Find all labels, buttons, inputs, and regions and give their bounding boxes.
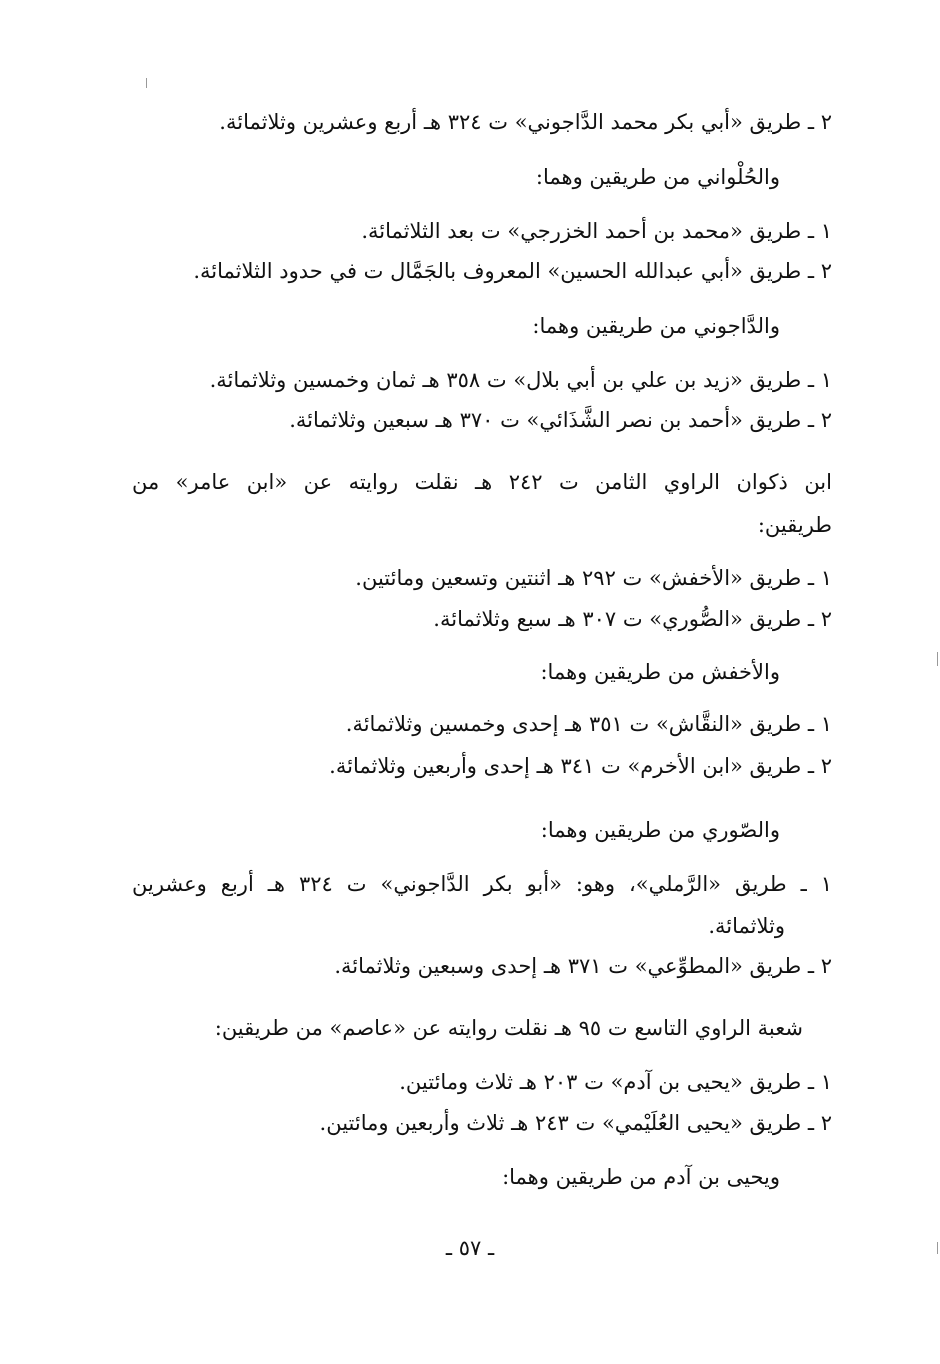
text-line-16: ١ ـ طريق «الرَّملي»، وهو: «أبو بكر الدَّاجوني» ت ٣٢٤ هـ أربع وعشرين xyxy=(132,872,832,896)
text-line-4: ٢ ـ طريق «أبي عبدالله الحسين» المعروف بالجَمَّال ت في حدود الثلاثمائة. xyxy=(193,259,832,283)
heading-hulwani-paths: والحُلْواني من طريقين وهما: xyxy=(535,165,780,189)
text-line-1: ٢ ـ طريق «أبي بكر محمد الدَّاجوني» ت ٣٢٤ هـ أربع وعشرين وثلاثمائة. xyxy=(219,110,832,134)
heading-suri-paths: والصّوري من طريقين وهما: xyxy=(540,818,780,842)
heading-yahya-paths: ويحيى بن آدم من طريقين وهما: xyxy=(502,1165,780,1189)
page-number: ـ ٥٧ ـ xyxy=(445,1236,495,1260)
heading-akhfash-paths: والأخفش من طريقين وهما: xyxy=(540,660,780,684)
scan-edge-mark xyxy=(937,1242,938,1254)
text-line-11: ٢ ـ طريق «الصُّوري» ت ٣٠٧ هـ سبع وثلاثمائة. xyxy=(433,607,832,631)
text-line-7: ٢ ـ طريق «أحمد بن نصر الشَّذَائي» ت ٣٧٠ هـ سبعين وثلاثمائة. xyxy=(289,408,832,432)
text-line-20: ١ ـ طريق «يحيى بن آدم» ت ٢٠٣ هـ ثلاث ومائتين. xyxy=(399,1070,832,1094)
paragraph-ibn-dhakwan: ابن ذكوان الراوي الثامن ت ٢٤٢ هـ نقلت روايته عن «ابن عامر» من xyxy=(132,470,832,494)
text-line-21: ٢ ـ طريق «يحيى العُلَيْمي» ت ٢٤٣ هـ ثلاث وأربعين ومائتين. xyxy=(319,1111,832,1135)
text-line-17: وثلاثمائة. xyxy=(708,914,785,938)
text-line-14: ٢ ـ طريق «ابن الأخرم» ت ٣٤١ هـ إحدى وأربعين وثلاثمائة. xyxy=(329,754,832,778)
text-line-3: ١ ـ طريق «محمد بن أحمد الخزرجي» ت بعد الثلاثمائة. xyxy=(361,219,832,243)
heading-dajuni-paths: والدَّاجوني من طريقين وهما: xyxy=(532,314,780,338)
scan-speck xyxy=(146,78,147,88)
text-line-9: طريقين: xyxy=(757,513,832,537)
text-line-6: ١ ـ طريق «زيد بن علي بن أبي بلال» ت ٣٥٨ هـ ثمان وخمسين وثلاثمائة. xyxy=(209,368,832,392)
text-line-10: ١ ـ طريق «الأخفش» ت ٢٩٢ هـ اثنتين وتسعين ومائتين. xyxy=(355,566,832,590)
text-line-13: ١ ـ طريق «النقَّاش» ت ٣٥١ هـ إحدى وخمسين وثلاثمائة. xyxy=(345,712,832,736)
scan-edge-mark xyxy=(937,652,938,666)
paragraph-shuba: شعبة الراوي التاسع ت ٩٥ هـ نقلت روايته عن «عاصم» من طريقين: xyxy=(214,1016,803,1040)
text-line-18: ٢ ـ طريق «المطوِّعي» ت ٣٧١ هـ إحدى وسبعين وثلاثمائة. xyxy=(334,954,832,978)
